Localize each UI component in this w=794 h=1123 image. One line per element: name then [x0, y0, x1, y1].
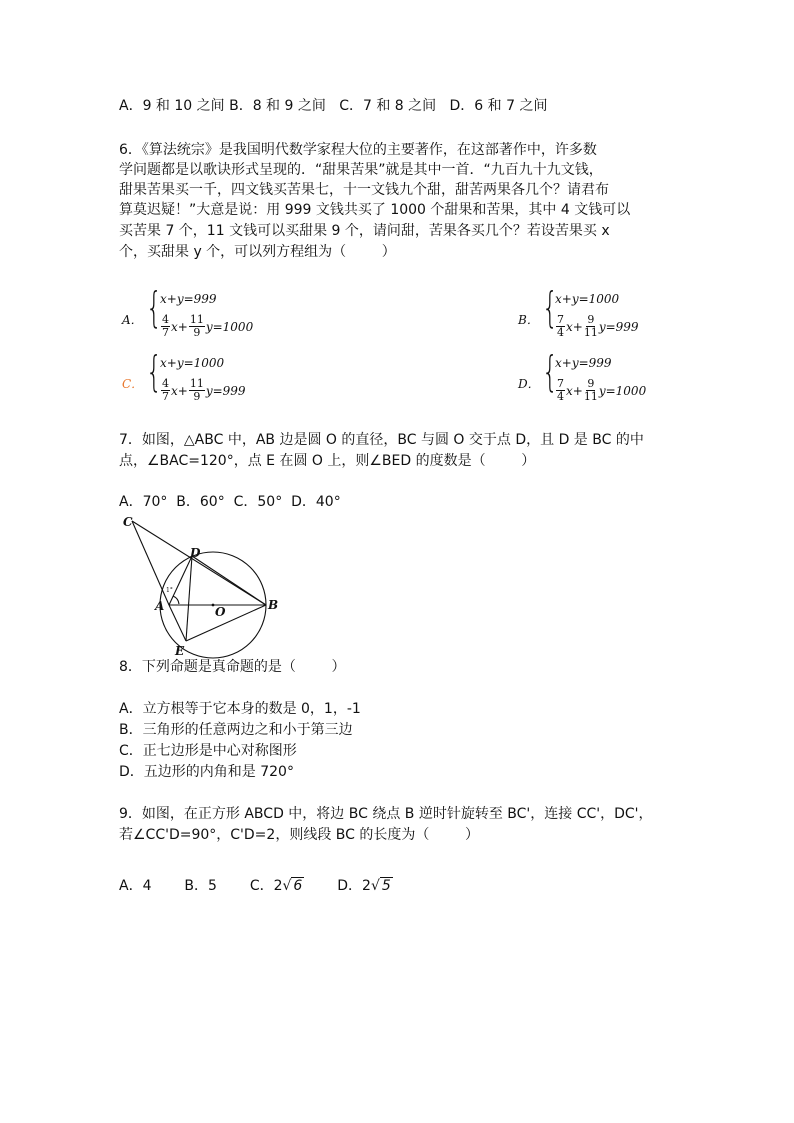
radicand: 6 [293, 878, 303, 894]
frac-num: 11 [189, 377, 204, 390]
frac-den: 4 [557, 326, 564, 339]
brace-icon: { [146, 283, 163, 332]
q8-option-a[interactable]: A．立方根等于它本身的数是 0，1，-1 [119, 701, 361, 717]
q5-options: A．9 和 10 之间 B．8 和 9 之间 C．7 和 8 之间 D．6 和 7 之间 [119, 98, 548, 114]
frac-num: 7 [557, 377, 564, 390]
segment-de [186, 556, 192, 641]
eq-tail: y=1000 [205, 319, 254, 334]
frac-den: 7 [162, 326, 169, 339]
segment-db [192, 556, 266, 605]
segment-ca [132, 521, 169, 605]
option-label: D． [518, 377, 540, 391]
eq-tail: y=999 [598, 319, 639, 334]
q6-line-4: 算莫迟疑！”大意是说：用 999 文钱共买了 1000 个甜果和苦果，其中 4 文钱可以 [119, 202, 631, 218]
q9-option-d[interactable] [337, 878, 393, 894]
q6-line-3: 甜果苦果买一千，四文钱买苦果七，十一文钱九个甜，甜苦两果各几个？请君布 [119, 182, 609, 198]
q7-line-1: 7．如图，△ABC 中，AB 边是圆 O 的直径，BC 与圆 O 交于点 D，且 D 是 BC 的中 [119, 432, 644, 448]
frac-den: 4 [557, 390, 564, 403]
equation-1: x+y=1000 [160, 356, 225, 370]
q6-line-2: 学问题都是以歌诀形式呈现的．“甜果苦果”就是其中一首．“九百九十九文钱， [119, 162, 603, 178]
frac-num: 9 [587, 377, 595, 390]
label-c: C [123, 515, 133, 529]
frac-num: 11 [189, 313, 204, 326]
equation-1: x+y=1000 [555, 292, 620, 306]
frac-den: 7 [162, 390, 169, 403]
brace-icon: { [542, 347, 559, 396]
label-e: E [175, 644, 185, 658]
center-point [212, 604, 215, 607]
equation-1: x+y=999 [160, 292, 217, 306]
frac-den: 9 [193, 326, 201, 339]
q9-option-c[interactable] [250, 878, 305, 894]
eq-mid: x+ [171, 319, 188, 334]
label-a: A [155, 599, 165, 613]
eq-mid: x+ [566, 383, 583, 398]
q6-line-1: 6．《算法统宗》是我国明代数学家程大位的主要著作，在这部著作中，许多数 [119, 142, 597, 158]
option-label-highlighted: C． [122, 377, 144, 391]
q6-line-5: 买苦果 7 个，11 文钱可以买甜果 9 个，请问甜，苦果各买几个？若设苦果买 x [119, 223, 610, 239]
option-c-coef: C．2 [249, 878, 283, 894]
radicand: 5 [381, 878, 391, 894]
q8-option-c[interactable]: C．正七边形是中心对称图形 [119, 743, 297, 759]
frac-den: 11 [583, 390, 598, 403]
sqrt-icon: √ 6 [282, 878, 303, 894]
segment-ae [169, 605, 186, 641]
label-d: D [190, 546, 201, 560]
q7-options: A．70° B．60° C．50° D．40° [119, 494, 341, 510]
q8-option-d[interactable]: D．五边形的内角和是 720° [119, 764, 294, 780]
brace-icon: { [542, 283, 559, 332]
q9-option-b[interactable]: B．5 [184, 878, 217, 894]
eq-mid: x+ [566, 319, 583, 334]
frac-num: 7 [557, 313, 564, 326]
q9-options [119, 876, 393, 896]
segment-eb [186, 605, 266, 641]
frac-den: 11 [583, 326, 598, 339]
angle-label: 1° [166, 587, 173, 594]
option-d-coef: D．2 [337, 878, 371, 894]
sqrt-icon: √ 5 [370, 878, 391, 894]
q7-geometry-figure [115, 510, 285, 660]
q8-stem: 8．下列命题是真命题的是（ ） [119, 659, 346, 675]
q9-line-2: 若∠CC'D=90°，C'D=2，则线段 BC 的长度为（ ） [119, 827, 479, 843]
eq-tail: y=999 [205, 383, 246, 398]
eq-tail: y=1000 [598, 383, 647, 398]
q8-option-b[interactable]: B．三角形的任意两边之和小于第三边 [119, 722, 353, 738]
label-o: O [215, 605, 226, 619]
q7-line-2: 点，∠BAC=120°，点 E 在圆 O 上，则∠BED 的度数是（ ） [119, 453, 536, 469]
q9-option-a[interactable]: A．4 [119, 878, 152, 894]
frac-num: 4 [162, 377, 169, 390]
frac-num: 9 [587, 313, 595, 326]
option-label: B． [518, 313, 539, 327]
angle-arc [173, 596, 179, 604]
option-label: A． [122, 313, 143, 327]
q9-line-1: 9．如图，在正方形 ABCD 中，将边 BC 绕点 B 逆时针旋转至 BC'，连接 CC'，DC'， [119, 806, 653, 822]
equation-1: x+y=999 [555, 356, 612, 370]
frac-den: 9 [193, 390, 201, 403]
brace-icon: { [146, 347, 163, 396]
eq-mid: x+ [171, 383, 188, 398]
frac-num: 4 [162, 313, 169, 326]
label-b: B [268, 598, 279, 612]
q6-line-6: 个，买甜果 y 个，可以列方程组为（ ） [119, 244, 396, 260]
